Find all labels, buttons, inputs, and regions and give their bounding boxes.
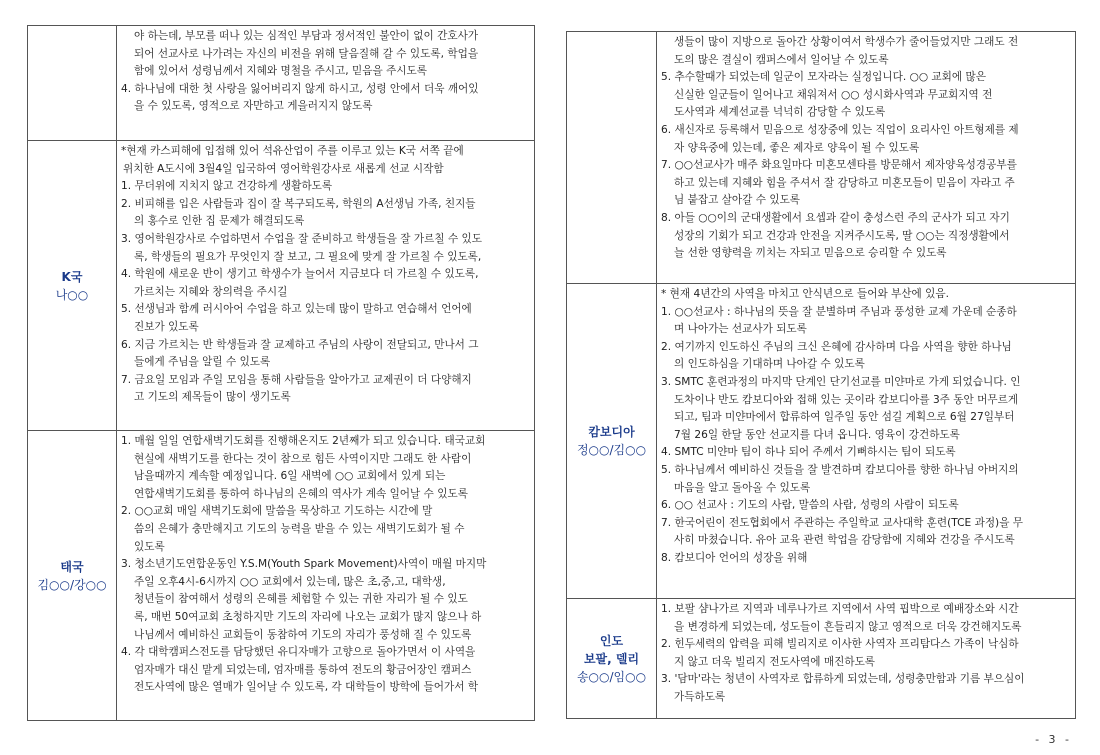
region-name: 인도 보팔, 델리 bbox=[583, 633, 640, 666]
prayer-line: 2. 비피해를 입은 사람들과 집이 잘 복구되도록, 학원의 A선생님 가족, 친지들 bbox=[121, 197, 476, 210]
region-name: K국 bbox=[61, 269, 83, 284]
region-name: 태국 bbox=[60, 559, 84, 574]
prayer-line: 도차이나 반도 캄보디아와 접해 있는 곳이라 캄보디아를 3주 동안 머무르게 bbox=[674, 393, 1019, 406]
prayer-line: 성장의 기회가 되고 건강과 안전을 지켜주시도록, 딸 ○○는 직정생활에서 bbox=[674, 229, 1010, 242]
prayer-line: 의 홍수로 인한 집 문제가 해결되도록 bbox=[134, 215, 305, 228]
prayer-line: 7. 한국어린이 전도협회에서 주관하는 주일학교 교사대학 훈련(TCE 과정)을 무 bbox=[661, 516, 1024, 529]
prayer-line: 지 않고 더욱 빌리지 전도사역에 매진하도록 bbox=[674, 655, 876, 668]
prayer-line: 며 나아가는 선교사가 되도록 bbox=[674, 323, 807, 336]
prayer-content bbox=[117, 431, 535, 721]
prayer-line: 가득하도록 bbox=[674, 690, 726, 703]
prayer-line: 엄자매가 대신 맡게 되었는데, 엄자매를 통하여 전도의 황금어장인 캠퍼스 bbox=[134, 663, 472, 676]
prayer-line: 고 기도의 제목들이 많이 생기도록 bbox=[134, 391, 291, 404]
prayer-line: 7월 26일 한달 동안 선교지를 다녀 옵니다. 영육이 강건하도록 bbox=[674, 428, 960, 441]
prayer-line: 위치한 A도시에 3월4일 입국하여 영어학원강사로 새롭게 선교 시작함 bbox=[123, 162, 444, 175]
prayer-line: 4. SMTC 미얀마 팀이 하나 되어 주께서 기뻐하시는 팀이 되도록 bbox=[661, 446, 956, 459]
prayer-content bbox=[117, 141, 535, 431]
missionary-names: 송○○/임○○ bbox=[576, 669, 647, 684]
prayer-line: 나님께서 예비하신 교회들이 동참하여 기도의 자리가 풍성해 질 수 있도록 bbox=[134, 628, 472, 641]
prayer-line: 4. 학원에 새로운 반이 생기고 학생수가 늘어서 지금보다 더 가르칠 수 있도록, bbox=[121, 268, 479, 281]
prayer-line: 하고 있는데 지혜와 힘을 주셔서 잘 감당하고 미혼모들이 믿음이 자라고 주 bbox=[674, 176, 1015, 189]
prayer-line: 을 변경하게 되었는데, 성도들이 흔들리지 않고 영적으로 더욱 강건해지도록 bbox=[674, 620, 1022, 633]
prayer-line: 5. 선생님과 함께 러시아어 수업을 하고 있는데 많이 말하고 연습해서 언어에 bbox=[121, 303, 472, 316]
prayer-line: 진보가 있도록 bbox=[134, 320, 199, 333]
prayer-content bbox=[657, 284, 1076, 599]
missionary-names: 정○○/김○○ bbox=[576, 443, 647, 457]
prayer-line: 1. ○○선교사 : 하나님의 뜻을 잘 분별하며 주님과 풍성한 교제 가운데 순종하 bbox=[661, 305, 1017, 318]
prayer-content bbox=[657, 32, 1076, 284]
prayer-line: 도사역과 세계선교를 넉넉히 감당할 수 있도록 bbox=[674, 106, 886, 119]
prayer-line: 2. 힌두세력의 압력을 피해 빌리지로 이사한 사역자 프리탐다스 가족이 낙심하 bbox=[661, 638, 1019, 651]
prayer-line: 3. 청소년기도연합운동인 Y.S.M(Youth Spark Movement)사역이 매월 마지막 bbox=[121, 558, 487, 571]
prayer-line: 5. 추수할때가 되었는데 일군이 모자라는 실정입니다. ○○ 교회에 많은 bbox=[661, 71, 986, 84]
prayer-line: 3. 영어학원강사로 수업하면서 수업을 잘 준비하고 학생들을 잘 가르칠 수 있도 bbox=[121, 232, 483, 245]
table-row bbox=[567, 32, 1076, 284]
table-row bbox=[28, 26, 535, 141]
prayer-line: *현재 카스피해에 입접해 있어 석유산업이 주를 이루고 있는 K국 서쪽 끝에 bbox=[121, 145, 464, 157]
prayer-line: 2. 여기까지 인도하신 주님의 크신 은혜에 감사하며 다음 사역을 향한 하나님 bbox=[661, 340, 1012, 353]
page-number: - 3 - bbox=[1035, 733, 1072, 746]
region-cell bbox=[567, 32, 657, 284]
region-cell bbox=[28, 141, 117, 431]
prayer-line: 되어 선교사로 나가려는 자신의 비전을 위해 달음질해 갈 수 있도록, 학업을 bbox=[134, 47, 479, 60]
prayer-line: 생들이 많이 지방으로 돌아간 상황이여서 학생수가 줄어들었지만 그래도 전 bbox=[674, 36, 1019, 48]
prayer-line: 전도사역에 많은 열매가 일어날 수 있도록, 각 대학들이 방학에 들어가서 학 bbox=[134, 681, 479, 694]
prayer-line: 록, 매번 50여교회 초청하지만 기도의 자리에 나오는 교회가 많지 않으나 하 bbox=[134, 610, 482, 623]
prayer-line: 현실에 새벽기도를 한다는 것이 참으로 힘든 사역이지만 그래도 한 사람이 bbox=[134, 452, 472, 465]
prayer-line: 함에 있어서 성령님께서 지혜와 명철을 주시고, 믿음을 주시도록 bbox=[134, 65, 428, 78]
prayer-line: 남을때까지 계속할 예정입니다. 6일 새벽에 ○○ 교회에서 있게 되는 bbox=[134, 470, 446, 483]
prayer-line: 신실한 일군들이 일어나고 채워져서 ○○ 성시화사역과 무교회지역 전 bbox=[674, 88, 993, 101]
prayer-line: 들에게 주님을 알릴 수 있도록 bbox=[134, 356, 271, 369]
region-cell bbox=[567, 284, 657, 599]
prayer-line: 8. 아들 ○○이의 군대생활에서 요셉과 같이 충성스런 주의 군사가 되고 자기 bbox=[661, 211, 1010, 224]
prayer-line: 되고, 팀과 미얀마에서 합류하여 일주일 동안 섬길 계획으로 6월 27일부터 bbox=[674, 411, 1015, 424]
prayer-line: 1. 무더위에 지치지 않고 건강하게 생활하도록 bbox=[121, 180, 333, 193]
prayer-line: 주일 오후4시-6시까지 ○○ 교회에서 있는데, 많은 초,중,고, 대학생, bbox=[134, 575, 446, 588]
left-prayer-table bbox=[27, 25, 535, 721]
table-row bbox=[28, 431, 535, 721]
region-cell bbox=[567, 599, 657, 719]
region-name: 캄보디아 bbox=[588, 425, 635, 439]
table-row bbox=[567, 599, 1076, 719]
prayer-line: 자 양육중에 있는데, 좋은 제자로 양육이 될 수 있도록 bbox=[674, 141, 920, 154]
prayer-line: 늘 선한 영향력을 끼치는 자되고 믿음으로 승리할 수 있도록 bbox=[674, 247, 947, 260]
prayer-content bbox=[657, 599, 1076, 719]
region-cell bbox=[28, 431, 117, 721]
missionary-names: 나○○ bbox=[55, 287, 89, 302]
prayer-line: 8. 캄보디아 언어의 성장을 위해 bbox=[661, 551, 808, 564]
prayer-line: * 현재 4년간의 사역을 마치고 안식년으로 들어와 부산에 있음. bbox=[661, 288, 949, 300]
prayer-line: 2. ○○교회 매일 새벽기도회에 말씀을 묵상하고 기도하는 시간에 말 bbox=[121, 505, 433, 518]
prayer-line: 6. ○○ 선교사 : 기도의 사람, 말씀의 사람, 성령의 사람이 되도록 bbox=[661, 499, 959, 512]
prayer-line: 1. 보팔 샴나가르 지역과 네루나가르 지역에서 사역 핍박으로 예배장소와 시간 bbox=[661, 603, 1019, 615]
prayer-line: 씀의 은혜가 충만해지고 기도의 능력을 받을 수 있는 새벽기도회가 될 수 bbox=[134, 522, 465, 535]
prayer-line: 3. SMTC 훈련과정의 마지막 단계인 단기선교를 미얀마로 가게 되었습니다. 인 bbox=[661, 375, 1021, 388]
table-row bbox=[28, 141, 535, 431]
prayer-line: 3. '담마'라는 청년이 사역자로 합류하게 되었는데, 성령충만함과 기름 부으심이 bbox=[661, 673, 1025, 686]
table-row bbox=[567, 284, 1076, 599]
region-cell bbox=[28, 26, 117, 141]
prayer-line: 6. 지금 가르치는 반 학생들과 잘 교제하고 주님의 사랑이 전달되고, 만나서 그 bbox=[121, 338, 479, 351]
prayer-line: 님 붙잡고 살아갈 수 있도록 bbox=[674, 194, 801, 207]
prayer-line: 연합새벽기도회를 통하여 하나님의 은혜의 역사가 계속 일어날 수 있도록 bbox=[134, 487, 468, 500]
missionary-names: 김○○/강○○ bbox=[37, 577, 107, 592]
prayer-line: 사히 마쳤습니다. 유아 교육 관련 학업을 감당함에 지혜와 건강을 주시도록 bbox=[674, 534, 1015, 547]
prayer-line: 도의 많은 결실이 캠퍼스에서 일어날 수 있도록 bbox=[674, 53, 889, 66]
prayer-line: 6. 새신자로 등록해서 믿음으로 성장중에 있는 직업이 요리사인 아트형제를 제 bbox=[661, 123, 1019, 136]
prayer-line: 청년들이 참여해서 성령의 은혜를 체험할 수 있는 귀한 자리가 될 수 있도 bbox=[134, 593, 468, 606]
prayer-line: 을 수 있도록, 영적으로 자만하고 게을러지지 않도록 bbox=[134, 100, 373, 113]
prayer-line: 1. 매월 일일 연합새벽기도회를 진행해온지도 2년째가 되고 있습니다. 태국교회 bbox=[121, 435, 486, 447]
prayer-line: 록, 학생들의 필요가 무엇인지 잘 보고, 그 필요에 맞게 잘 가르칠 수 있도록, bbox=[134, 250, 482, 263]
prayer-line: 7. 금요일 모임과 주일 모임을 통해 사람들을 알아가고 교제권이 더 다양해지 bbox=[121, 373, 472, 386]
prayer-line: 가르치는 지혜와 창의력을 주시길 bbox=[134, 285, 288, 298]
prayer-line: 마음을 알고 돌아올 수 있도록 bbox=[674, 481, 811, 494]
prayer-line: 7. ○○선교사가 매주 화요일마다 미혼모센타를 방문해서 제자양육성경공부를 bbox=[661, 159, 1017, 172]
prayer-content bbox=[117, 26, 535, 141]
prayer-line: 4. 각 대학캠퍼스전도를 담당했던 유디자매가 고향으로 돌아가면서 이 사역을 bbox=[121, 646, 476, 659]
prayer-line: 있도록 bbox=[134, 540, 165, 553]
prayer-line: 의 인도하심을 기대하며 나아갈 수 있도록 bbox=[674, 358, 865, 371]
prayer-line: 4. 하나님에 대한 첫 사랑을 잃어버리지 않게 하시고, 성령 안에서 더욱 깨어있 bbox=[121, 82, 479, 95]
right-prayer-table bbox=[566, 31, 1076, 719]
prayer-line: 야 하는데, 부모를 떠나 있는 심적인 부담과 정서적인 불안이 없이 간호사가 bbox=[134, 30, 479, 42]
prayer-line: 5. 하나님께서 예비하신 것들을 잘 발견하며 캄보디아를 향한 하나님 아버지의 bbox=[661, 463, 1019, 476]
